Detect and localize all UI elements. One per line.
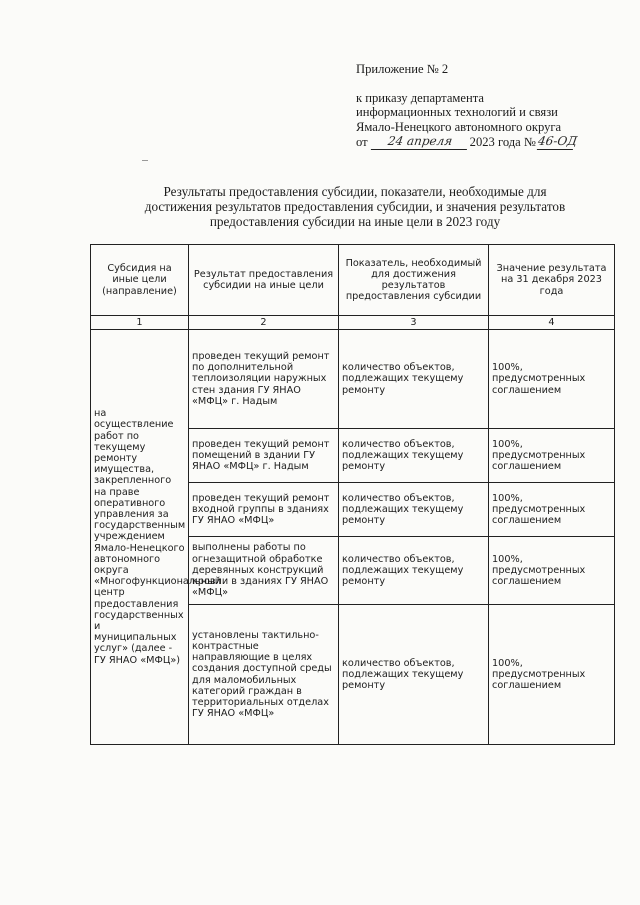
- indicator-cell: количество объектов, подлежащих текущему ремонту: [339, 330, 489, 429]
- title-line-2: достижения результатов предоставления субсидии, и значения результатов: [144, 199, 566, 214]
- value-cell: 100%, предусмотренных соглашением: [489, 429, 615, 483]
- scan-artifact: [142, 160, 148, 161]
- results-table: [90, 244, 615, 745]
- title-line-1: Результаты предоставления субсидии, показатели, необходимые для: [163, 184, 547, 199]
- indicator-cell: количество объектов, подлежащих текущему ремонту: [339, 537, 489, 605]
- header-indicator: Показатель, необходимый для достижения результатов предоставления субсидии: [339, 245, 489, 316]
- date-prefix: от: [356, 135, 368, 149]
- table-header-row: [91, 245, 615, 316]
- result-cell: проведен текущий ремонт по дополнительной теплоизоляции наружных стен здания ГУ ЯНАО «МФЦ» г. Надым: [189, 330, 339, 429]
- document-title: [100, 184, 610, 229]
- handwritten-date: 24 апреля: [371, 134, 469, 150]
- header-subsidy: Субсидия на иные цели (направление): [91, 245, 189, 316]
- value-cell: 100%, предусмотренных соглашением: [489, 537, 615, 605]
- order-date-line: [356, 134, 626, 150]
- indicator-cell: количество объектов, подлежащих текущему ремонту: [339, 483, 489, 537]
- column-number: 1: [91, 316, 189, 330]
- value-cell: 100%, предусмотренных соглашением: [489, 330, 615, 429]
- indicator-cell: количество объектов, подлежащих текущему ремонту: [339, 429, 489, 483]
- result-cell: проведен текущий ремонт помещений в здании ГУ ЯНАО «МФЦ» г. Надым: [189, 429, 339, 483]
- year-text: 2023 года №: [469, 135, 536, 149]
- column-number-row: [91, 316, 615, 330]
- header-result: Результат предоставления субсидии на иные цели: [189, 245, 339, 316]
- value-cell: 100%, предусмотренных соглашением: [489, 483, 615, 537]
- result-cell: выполнены работы по огнезащитной обработке деревянных конструкций кровли в зданиях ГУ ЯНАО «МФЦ»: [189, 537, 339, 605]
- subsidy-direction-cell: на осуществление работ по текущему ремонту имущества, закрепленного на праве оперативного управления за государственным учреждением Ямало-Ненецкого автономного округа «Многофункциональный центр предоставления государственных и муниципальных услуг» (далее - ГУ ЯНАО «МФЦ»): [91, 330, 189, 745]
- handwritten-order-number: 46-ОД: [537, 134, 578, 148]
- header-value: Значение результата на 31 декабря 2023 года: [489, 245, 615, 316]
- column-number: 3: [339, 316, 489, 330]
- result-cell: установлены тактильно-контрастные направляющие в целях создания доступной среды для маломобильных категорий граждан в территориальных отделах ГУ ЯНАО «МФЦ»: [189, 605, 339, 745]
- column-number: 2: [189, 316, 339, 330]
- title-line-3: предоставления субсидии на иные цели в 2023 году: [209, 214, 501, 229]
- appendix-header: [356, 62, 626, 150]
- order-reference-line-3: Ямало-Ненецкого автономного округа: [356, 119, 562, 134]
- table-row: [91, 330, 615, 429]
- indicator-cell: количество объектов, подлежащих текущему ремонту: [339, 605, 489, 745]
- column-number: 4: [489, 316, 615, 330]
- order-reference-line-2: информационных технологий и связи: [356, 105, 558, 119]
- appendix-number: Приложение № 2: [356, 62, 449, 76]
- order-reference-line-1: к приказу департамента: [356, 90, 484, 105]
- value-cell: 100%, предусмотренных соглашением: [489, 605, 615, 745]
- result-cell: проведен текущий ремонт входной группы в зданиях ГУ ЯНАО «МФЦ»: [189, 483, 339, 537]
